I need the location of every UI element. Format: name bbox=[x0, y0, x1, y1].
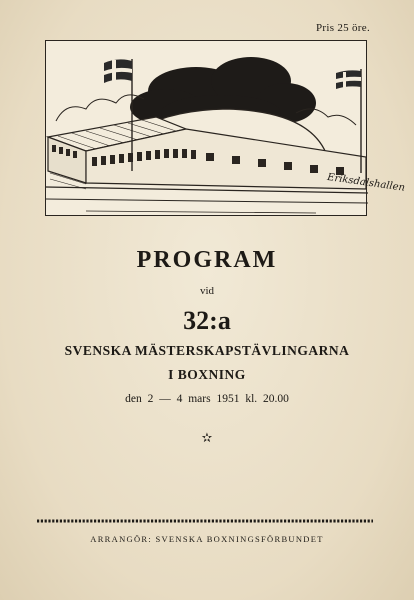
event-date: den 2 — 4 mars 1951 kl. 20.00 bbox=[125, 393, 289, 405]
organizer-credit: ARRANGÖR: SVENSKA BOXNINGSFÖRBUNDET bbox=[90, 534, 324, 544]
swedish-flag-icon bbox=[104, 59, 132, 83]
event-name-line1: SVENSKA MÄSTERSKAPSTÄVLINGARNA bbox=[64, 343, 350, 358]
connector-text: vid bbox=[199, 285, 215, 297]
arena-illustration bbox=[45, 40, 406, 216]
swedish-flag-icon bbox=[336, 70, 361, 89]
page-title: PROGRAM bbox=[136, 247, 278, 273]
price-label: Pris 25 öre. bbox=[315, 22, 370, 34]
event-name-line2: I BOXNING bbox=[168, 367, 246, 382]
decorative-divider bbox=[37, 518, 373, 524]
hall-name-sign: Eriksdalshallen bbox=[326, 172, 406, 194]
star-icon: ✫ bbox=[201, 430, 213, 445]
arena-drawing bbox=[46, 41, 368, 217]
edition-number: 32:a bbox=[183, 306, 231, 335]
